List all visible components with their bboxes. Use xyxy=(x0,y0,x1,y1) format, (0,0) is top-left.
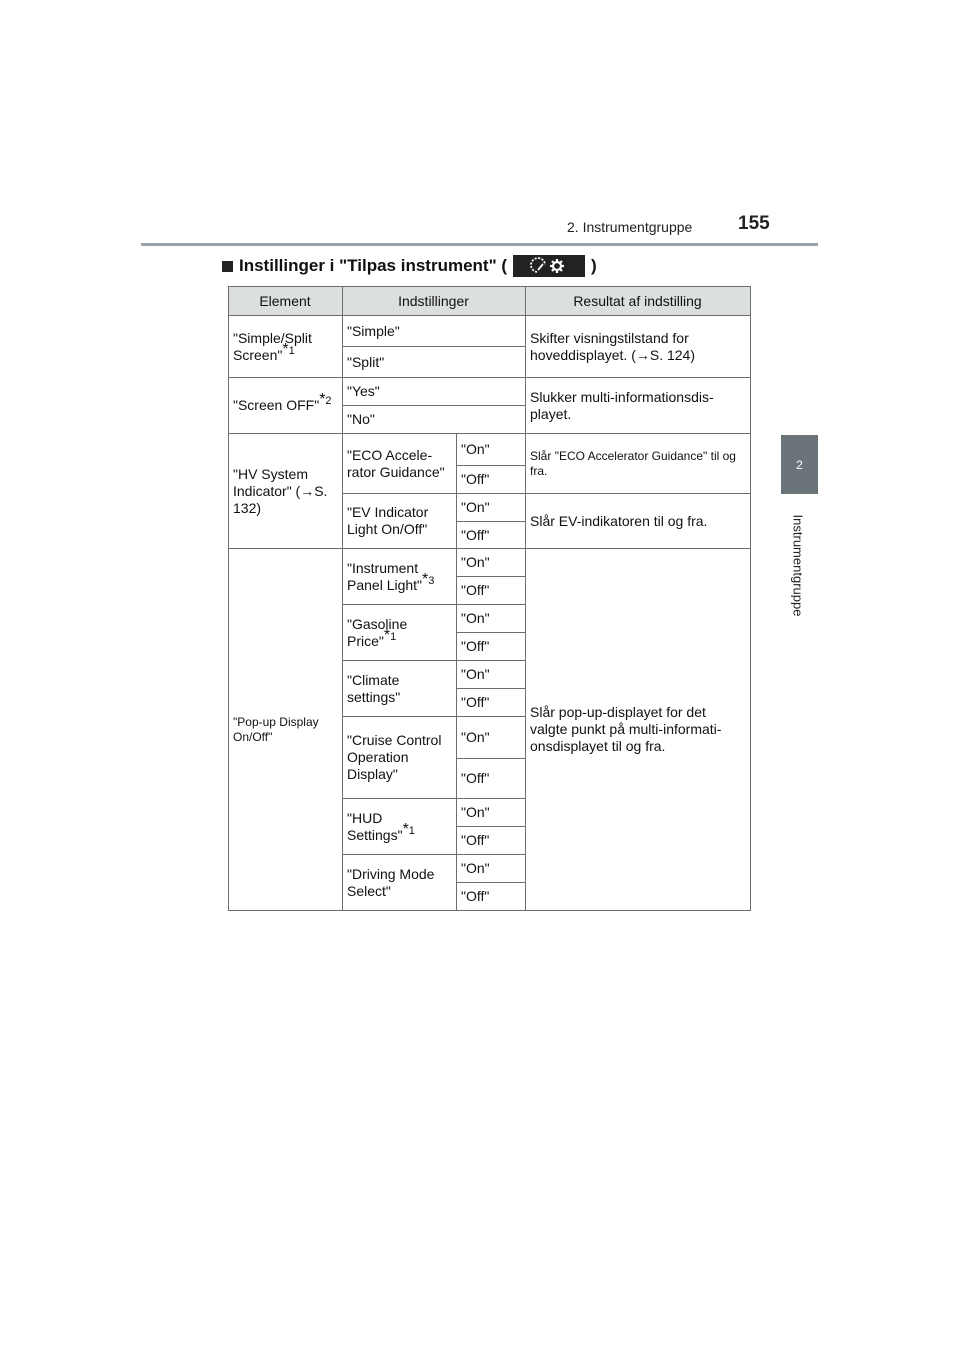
footnote-mark: *1 xyxy=(282,340,295,358)
result-eco-guidance: Slår "ECO Accelerator Guidance" til og fra. xyxy=(526,434,751,494)
option-no: "No" xyxy=(343,406,526,434)
element-hv-system: "HV System Indicator" (→S. 132) xyxy=(229,434,343,549)
heading-bullet-icon xyxy=(222,261,233,272)
option-split: "Split" xyxy=(343,347,526,378)
option-on: "On" xyxy=(457,549,526,577)
option-on: "On" xyxy=(457,605,526,633)
result-popup-display: Slår pop-up-displayet for det valgte punkt på multi-informati-onsdisplayet til og fra. xyxy=(526,549,751,911)
table-row xyxy=(229,316,751,347)
element-cell xyxy=(229,316,343,378)
gauge-settings-icon xyxy=(513,255,585,277)
element-cell xyxy=(229,378,343,434)
settings-table xyxy=(228,286,751,911)
option-on: "On" xyxy=(457,717,526,759)
element-screen-off: "Screen OFF" xyxy=(233,397,320,413)
option-off: "Off" xyxy=(457,827,526,855)
column-header-result: Resultat af indstilling xyxy=(526,287,751,316)
header-divider xyxy=(141,243,818,246)
chapter-label: Instrumentgruppe xyxy=(790,514,806,616)
chapter-number: 2 xyxy=(796,457,803,472)
option-off: "Off" xyxy=(457,689,526,717)
table-row xyxy=(229,434,751,466)
option-off: "Off" xyxy=(457,633,526,661)
section-heading xyxy=(222,255,597,277)
option-off: "Off" xyxy=(457,577,526,605)
option-off: "Off" xyxy=(457,522,526,549)
chapter-label-container xyxy=(783,500,813,630)
header-section-title: 2. Instrumentgruppe xyxy=(567,219,693,235)
column-header-settings: Indstillinger xyxy=(343,287,526,316)
option-simple: "Simple" xyxy=(343,316,526,347)
option-on: "On" xyxy=(457,799,526,827)
option-yes: "Yes" xyxy=(343,378,526,406)
sub-element-hud-settings: "HUD Settings"$^{*1}$ xyxy=(343,799,457,855)
result-screen-off: Slukker multi-informationsdis-playet. xyxy=(526,378,751,434)
heading-text-end: ) xyxy=(591,256,597,275)
element-simple-split: "Simple/Split Screen" xyxy=(233,329,312,363)
option-on: "On" xyxy=(457,434,526,466)
option-on: "On" xyxy=(457,494,526,522)
option-off: "Off" xyxy=(457,466,526,494)
footnote-mark: *2 xyxy=(319,391,332,409)
option-on: "On" xyxy=(457,661,526,689)
option-on: "On" xyxy=(457,855,526,883)
footnote-mark: *3 xyxy=(422,570,435,588)
footnote-mark: *1 xyxy=(383,626,397,644)
result-simple-split: Skifter visningstilstand for hoveddisplayet. (→S. 124) xyxy=(526,316,751,378)
sub-element-ev-indicator: "EV Indicator Light On/Off" xyxy=(343,494,457,549)
chapter-tab xyxy=(781,435,818,494)
option-off: "Off" xyxy=(457,883,526,911)
table-header-row xyxy=(229,287,751,316)
page-number: 155 xyxy=(738,213,770,234)
column-header-element: Element xyxy=(229,287,343,316)
footnote-mark: *1 xyxy=(402,820,415,838)
sub-element-gasoline-price: "Gasoline Price"$^{*1}$ xyxy=(343,605,457,661)
table-row xyxy=(229,549,751,577)
sub-element-eco-guidance: "ECO Accele-rator Guidance" xyxy=(343,434,457,494)
heading-text: Instillinger i "Tilpas instrument" ( xyxy=(239,256,508,275)
element-popup-display: "Pop-up Display On/Off" xyxy=(229,549,343,911)
sub-element-climate-settings: "Climate settings" xyxy=(343,661,457,717)
result-ev-indicator: Slår EV-indikatoren til og fra. xyxy=(526,494,751,549)
table-row xyxy=(229,378,751,406)
sub-element-driving-mode: "Driving Mode Select" xyxy=(343,855,457,911)
option-off: "Off" xyxy=(457,759,526,799)
sub-element-cruise-control: "Cruise Control Operation Display" xyxy=(343,717,457,799)
sub-element-instrument-panel-light: "Instrument Panel Light"$^{*3}$ xyxy=(343,549,457,605)
